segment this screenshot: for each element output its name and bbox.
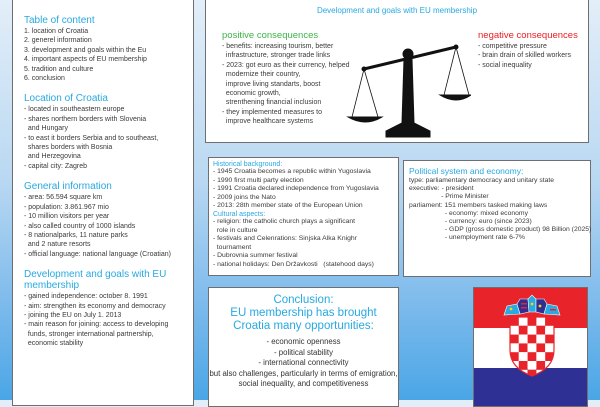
culture-line: - national holidays: Den Državkosti (statehood days) xyxy=(213,260,374,268)
negative-consequences xyxy=(478,30,578,70)
positive-line: strenthening financial inclusion xyxy=(222,99,322,107)
checker-square xyxy=(536,335,545,344)
culture-heading: Cultural aspects: xyxy=(213,210,266,218)
positive-heading: positive consequences xyxy=(222,30,319,41)
general-line: - area: 56.594 square km xyxy=(24,194,103,202)
toc-item: 5. tradition and culture xyxy=(24,65,94,73)
checker-square xyxy=(536,361,545,370)
location-line: and Hungary xyxy=(24,125,68,133)
checker-square xyxy=(528,361,537,370)
general-line: - 8 nationalparks, 11 nature parks xyxy=(24,231,128,239)
location-line: - capital city: Zagreb xyxy=(24,162,88,170)
table-of-content-section xyxy=(24,15,193,83)
checker-square xyxy=(536,326,545,335)
positive-line: - benefits: increasing tourism, better xyxy=(222,43,334,50)
toc-item: 2. generel information xyxy=(24,37,92,45)
conclusion-body: - economic openness - political stability - international connectivity but also challenges, particularly in terms of emigration, social inequality, and competitiveness xyxy=(209,337,398,389)
checker-square xyxy=(528,317,537,326)
toc-heading: Table of content xyxy=(24,15,95,26)
general-line: - 10 million visitors per year xyxy=(24,213,110,221)
croatia-flag-image xyxy=(474,288,588,407)
checker-square xyxy=(528,335,537,344)
checker-square xyxy=(519,335,528,344)
history-line: - 1991 Croatia declared independence from Yugoslavia xyxy=(213,185,379,193)
location-line: and Herzegovina xyxy=(24,153,81,161)
location-line: shares borders with Bosnia xyxy=(24,144,113,152)
development-heading: Development and goals with EU membership xyxy=(24,269,167,292)
culture-line: role in culture xyxy=(213,226,258,234)
checker-square xyxy=(536,352,545,361)
checker-square xyxy=(519,317,528,326)
croatia-flag xyxy=(473,287,588,407)
positive-line: - they implemented measures to xyxy=(222,108,322,116)
location-line: - shares northern borders with Slovenia xyxy=(24,115,147,123)
positive-line: economic growth, xyxy=(222,90,281,98)
location-heading: Location of Croatia xyxy=(24,93,108,105)
history-culture-panel xyxy=(208,157,399,276)
location-section xyxy=(24,93,193,171)
toc-item: 6. conclusion xyxy=(24,75,65,83)
culture-line: - festivals and Celenrations: Sinjska Alka Knighr xyxy=(213,235,357,243)
general-line: - official language: national language (Croatian) xyxy=(24,250,171,258)
development-line: funds, stronger international partnership, xyxy=(24,330,154,338)
political-line: - economy: mixed economy xyxy=(409,209,528,217)
positive-line: - 2023: got euro as their currency, helped xyxy=(222,61,350,69)
eu-consequences-panel xyxy=(205,0,589,143)
checker-square xyxy=(528,326,537,335)
political-line: executive: - president xyxy=(409,185,474,193)
development-section xyxy=(24,269,193,348)
conclusion-heading: EU membership has brought xyxy=(230,307,377,319)
conclusion-heading: Croatia many opportunities: xyxy=(233,320,374,332)
political-line: - GDP (gross domestic product) 98 Billion (2025) xyxy=(409,226,592,234)
political-line: - Prime Minister xyxy=(409,193,489,201)
checker-square xyxy=(536,317,545,326)
development-line: economic stability xyxy=(24,340,84,348)
history-line: - 1990 first multi party election xyxy=(213,176,304,184)
checker-square xyxy=(519,343,528,352)
positive-consequences xyxy=(222,30,350,127)
left-info-panel xyxy=(12,0,194,406)
checker-square xyxy=(510,317,519,326)
political-heading: Political system and economy: xyxy=(409,166,524,176)
history-line: - 1945 Croatia becomes a republic within Yugoslavia xyxy=(213,168,371,175)
location-line: - located in southeastern europe xyxy=(24,106,125,114)
development-line: - aim: strengthen its economy and democracy xyxy=(24,302,166,310)
general-line: and 2 nature resorts xyxy=(24,241,91,249)
toc-item: 1. location of Croatia xyxy=(24,28,89,35)
positive-line: infrastructure, stronger trade links xyxy=(222,52,331,60)
checker-square xyxy=(545,343,554,352)
political-line: parliament: 151 members tasked making laws xyxy=(409,201,548,209)
positive-line: improve healthcare systems xyxy=(222,118,314,126)
development-line: - joining the EU on July 1. 2013 xyxy=(24,311,122,319)
negative-line: - competitive pressure xyxy=(478,43,547,50)
balance-scale-icon xyxy=(346,23,471,138)
political-economy-panel xyxy=(403,160,591,277)
positive-line: modernize their country, xyxy=(222,71,301,79)
checker-square xyxy=(510,326,519,335)
development-line: - main reason for joining: access to developing xyxy=(24,321,169,329)
history-heading: Historical background: xyxy=(213,161,283,168)
political-line: - currency: euro (since 2023) xyxy=(409,218,532,226)
culture-line: - religion: the catholic church plays a significant xyxy=(213,217,356,225)
political-line: type: parliamentary democracy and unitary state xyxy=(409,177,555,184)
negative-line: - brain drain of skilled workers xyxy=(478,52,571,60)
checker-square xyxy=(545,335,554,344)
political-line: - unemployment rate 6-7% xyxy=(409,234,525,242)
panel-title: Development and goals with EU membership xyxy=(316,6,478,15)
negative-heading: negative consequences xyxy=(478,30,578,41)
culture-line: tournament xyxy=(213,243,252,251)
history-line: - 2013: 28th member state of the European Union xyxy=(213,202,363,210)
checker-square xyxy=(510,335,519,344)
general-line: - also called country of 1000 islands xyxy=(24,222,136,230)
conclusion-panel xyxy=(208,287,399,407)
culture-line: - Dubrovnia summer festival xyxy=(213,252,298,260)
toc-item: 3. development and goals within the Eu xyxy=(24,46,147,54)
checker-square xyxy=(528,343,537,352)
checker-square xyxy=(519,361,528,370)
general-info-section xyxy=(24,181,193,259)
checker-square xyxy=(545,317,554,326)
checker-square xyxy=(519,352,528,361)
toc-item: 4. important aspects of EU membership xyxy=(24,56,147,64)
history-line: - 2009 joins the Nato xyxy=(213,193,276,201)
positive-line: improve living standarts, boost xyxy=(222,80,321,88)
location-line: - to east it borders Serbia and to southeast, xyxy=(24,134,159,142)
checker-square xyxy=(510,343,519,352)
negative-line: - social inequality xyxy=(478,61,532,69)
checker-square xyxy=(519,326,528,335)
checker-square xyxy=(528,352,537,361)
checker-square xyxy=(545,326,554,335)
development-line: - gained independence: october 8. 1991 xyxy=(24,293,148,301)
general-heading: General information xyxy=(24,181,112,193)
checker-square xyxy=(536,343,545,352)
conclusion-heading: Conclusion: xyxy=(273,294,334,306)
general-line: - population: 3.861.967 mio xyxy=(24,203,109,211)
